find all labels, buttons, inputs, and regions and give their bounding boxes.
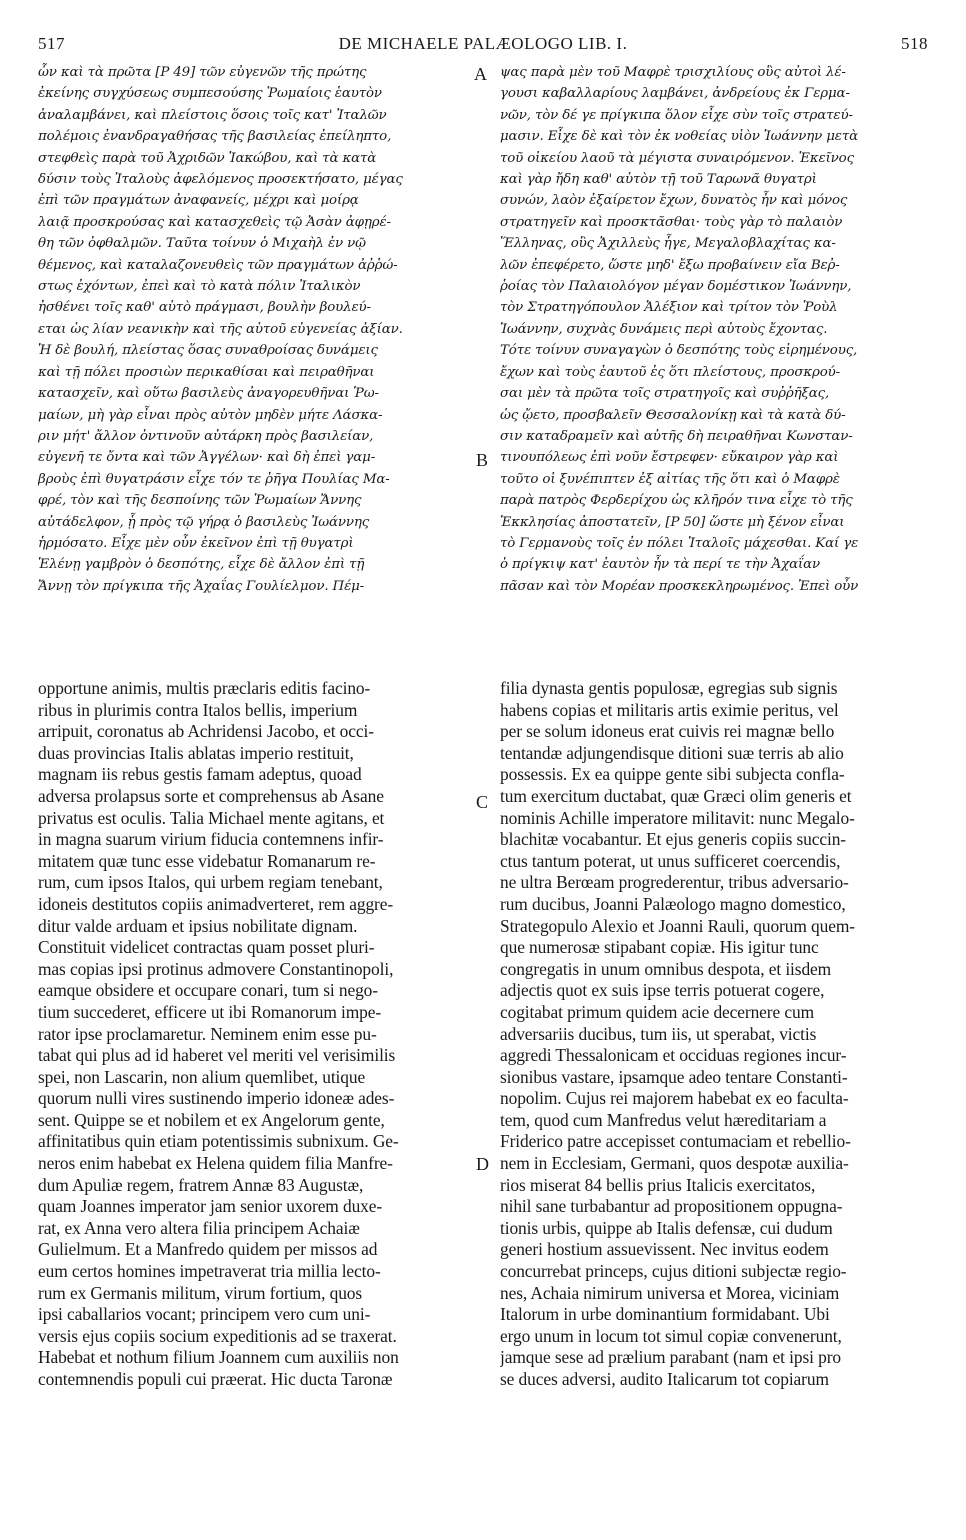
text-line: πολέμοις ἐνανδραγαθήσας τῆς βασιλείας ἐπείληπτο, bbox=[38, 129, 392, 145]
text-line: σαι μὲν τὰ πρῶτα τοῖς στρατηγοῖς καὶ συῤῥῆξας, bbox=[500, 386, 830, 402]
page-title: DE MICHAELE PALÆOLOGO LIB. I. bbox=[338, 34, 628, 53]
text-line: Gulielmum. Et a Manfredo quidem per missos ad bbox=[38, 1239, 378, 1260]
margin-marker-d: D bbox=[476, 1154, 489, 1174]
text-line: μασιν. Εἶχε δὲ καὶ τὸν ἐκ νοθείας υἱὸν Ἰωάννην μετὰ bbox=[500, 129, 858, 145]
text-line: βροὺς ἐπὶ θυγατράσιν εἶχε τόν τε ῥῆγα Πουλίας Μα- bbox=[38, 471, 390, 487]
text-line: jamque sese ad prælium parabant (nam et ipsi pro bbox=[500, 1347, 841, 1368]
running-head bbox=[38, 34, 928, 58]
page-number-right: 518 bbox=[901, 34, 928, 53]
text-line: ἠσθένει τοῖς καθ' αὑτὸ πράγμασι, βουλὴν βουλεύ- bbox=[38, 300, 371, 316]
text-line: concurrebat princeps, cujus ditioni subjectæ regio- bbox=[500, 1261, 847, 1282]
text-line: tentandæ adjungendisque ditioni suæ terris ab alio bbox=[500, 742, 844, 763]
text-line: πᾶσαν καὶ τὸν Μορέαν προσκεκληρωμένος. Ἐπεὶ οὖν bbox=[500, 578, 859, 594]
text-line: τὸ Γερμανοὺς τοῖς ἐν πόλει Ἰταλοῖς μάχεσθαι. Καί γε bbox=[500, 535, 859, 551]
text-line: Ἡ δὲ βουλή, πλείστας ὅσας συναθροίσας δυνάμεις bbox=[38, 343, 378, 359]
text-line: Habebat et nothum filium Joannem cum auxiliis non bbox=[38, 1347, 399, 1368]
text-line: nihil sane turbabantur ad propositionem oppugna- bbox=[500, 1196, 843, 1217]
text-line: que numerosæ stipabant copiæ. His igitur tunc bbox=[500, 937, 819, 958]
text-line: tabat qui plus ad id haberet vel meriti vel verisimilis bbox=[38, 1045, 396, 1066]
text-line: adversa prolapsus sorte et comprehensus ab Asane bbox=[38, 785, 384, 806]
text-line: Ἐκκλησίας ἀποστατεῖν, [P 50] ὥστε μὴ ξένον εἶναι bbox=[500, 514, 845, 530]
margin-marker-a: A bbox=[474, 64, 487, 84]
text-line: ἐκείνης συγχύσεως συμπεσούσης Ῥωμαίοις ἑαυτὸν bbox=[38, 86, 382, 102]
text-line: Ἕλληνας, οὓς Ἀχιλλεὺς ἦγε, Μεγαλοβλαχίτας κα- bbox=[500, 236, 836, 252]
text-line: nopolim. Cujus rei majorem habebat ex eo faculta- bbox=[500, 1088, 849, 1109]
text-line: ψας παρὰ μὲν τοῦ Μαφρὲ τρισχιλίους οὓς αὐτοὶ λέ- bbox=[500, 65, 846, 80]
text-line: ditur valde arduam et ipsius nobilitate dignam. bbox=[38, 915, 358, 936]
text-line: ριν μήτ' ἄλλον ὁντινοῦν αὐτάρκη πρὸς βασιλείαν, bbox=[38, 428, 374, 444]
text-line: συνών, λαὸν ἐξαίρετον ἔχων, δυνατὸς ἦν καὶ μόνος bbox=[500, 193, 848, 209]
text-line: σιν καταδραμεῖν καὶ αὐτῆς δὴ πειραθῆναι Κωνσταν- bbox=[500, 428, 853, 444]
text-line: ἀναλαμβάνει, καὶ πλείστοις ὅσοις τοῖς κατ' Ἰταλῶν bbox=[38, 107, 387, 123]
text-line: ῥοίας τὸν Παλαιολόγον μέγαν δομέστικον Ἰωάννην, bbox=[500, 279, 852, 295]
text-line: τοῦ οἰκείου λαοῦ τὰ μέγιστα συναιρόμενον. Ἐκεῖνος bbox=[500, 150, 854, 166]
text-line: μαίων, μὴ γὰρ εἶναι πρὸς αὐτὸν μηδὲν μήτε Λάσκα- bbox=[38, 407, 383, 423]
text-line: ne ultra Berœam progrederentur, tribus adversario- bbox=[500, 872, 849, 893]
text-line: tem, quod cum Manfredus velut hæreditariam a bbox=[500, 1109, 827, 1130]
text-line: habens copias et militaris artis eximie peritus, vel bbox=[500, 699, 839, 720]
text-line: Italorum in urbe dominantium formidabant. Ubi bbox=[500, 1304, 830, 1325]
text-line: ipsi caballarios vocant; principem vero cum uni- bbox=[38, 1304, 371, 1325]
text-line: rios miserat 84 bellis prius Italicis exercitatos, bbox=[500, 1174, 816, 1195]
text-line: ctus tantum poterat, ut unus sufficeret coercendis, bbox=[500, 850, 841, 871]
text-line: dum Apuliæ regem, fratrem Annæ 83 Augustæ, bbox=[38, 1174, 364, 1195]
text-line: affinitatibus quin etiam potentissimis subnixum. Ge- bbox=[38, 1131, 399, 1152]
latin-text-column-left bbox=[38, 678, 474, 1518]
text-line: opportune animis, multis præclaris editis facino- bbox=[38, 678, 371, 698]
text-line: νῶν, τὸν δέ γε πρίγκιπα ὅλον εἶχε σὺν τοῖς στρατεύ- bbox=[500, 107, 853, 123]
text-line: mitatem quæ tunc esse videbatur Romanarum re- bbox=[38, 850, 376, 871]
text-line: per se solum idoneus erat cuivis rei magnæ bello bbox=[500, 721, 835, 742]
text-line: rator ipse proclamaretur. Neminem enim esse pu- bbox=[38, 1023, 377, 1044]
margin-marker-b: B bbox=[476, 450, 489, 470]
text-line: duas provincias Italis ablatas imperio restituit, bbox=[38, 742, 354, 763]
greek-text-column-left bbox=[38, 62, 466, 662]
text-line: εὐγενῆ τε ὄντα καὶ τῶν Ἀγγέλων· καὶ δὴ ἐπεὶ γαμ- bbox=[38, 450, 376, 466]
text-line: θη τῶν ὀφθαλμῶν. Ταῦτα τοίνυν ὁ Μιχαὴλ ἐν νῷ bbox=[38, 236, 366, 252]
text-line: ὧν καὶ τὰ πρῶτα [P 49] τῶν εὐγενῶν τῆς πρώτης bbox=[38, 65, 367, 80]
text-line: in magna suarum virium fiducia contemnens infir- bbox=[38, 829, 384, 850]
page-number-left: 517 bbox=[38, 34, 65, 53]
text-line: στεφθεὶς παρὰ τοῦ Ἀχριδῶν Ἰακώβου, καὶ τὰ κατὰ bbox=[38, 150, 377, 166]
text-line: ribus in plurimis contra Italos bellis, imperium bbox=[38, 699, 358, 720]
text-line: nem in Ecclesiam, Germani, quos despotæ auxilia- bbox=[500, 1153, 849, 1174]
text-line: blachitæ vocabantur. Et ejus generis copiis succin- bbox=[500, 829, 846, 850]
text-line: idoneis destitutos copiis animadverteret, rem aggre- bbox=[38, 893, 394, 914]
text-line: αὐτάδελφον, ᾗ πρὸς τῷ γήρᾳ ὁ βασιλεὺς Ἰωάννης bbox=[38, 514, 370, 530]
text-line: neros enim habebat ex Helena quidem filia Manfre- bbox=[38, 1153, 393, 1174]
text-line: στως ἐχόντων, ἐπεὶ καὶ τὸ κατὰ πόλιν Ἰταλικὸν bbox=[38, 279, 361, 295]
text-line: ὡς ᾤετο, προσβαλεῖν Θεσσαλονίκῃ καὶ τὰ κατὰ δύ- bbox=[500, 407, 846, 423]
text-line: spei, non Lascarin, non alium quemlibet, utique bbox=[38, 1066, 366, 1087]
text-line: ἡρμόσατο. Εἶχε μὲν οὖν ἐκεῖνον ἐπὶ τῇ θυγατρὶ bbox=[38, 535, 354, 551]
text-line: eamque obsidere et occupare conari, tum si nego- bbox=[38, 980, 378, 1001]
text-line: rum, cum ipsos Italos, qui urbem regiam tenebant, bbox=[38, 872, 383, 893]
text-line: κατασχεῖν, καὶ οὕτω βασιλεὺς ἀναγορευθῆναι Ῥω- bbox=[38, 386, 379, 402]
text-line: eum certos homines impetraverat tria millia lecto- bbox=[38, 1261, 381, 1282]
text-line: sent. Quippe se et nobilem et ex Angelorum gente, bbox=[38, 1109, 385, 1130]
text-line: generi hostium assuevissent. Nec invitus eodem bbox=[500, 1239, 829, 1260]
text-line: φρέ, τὸν καὶ τῆς δεσποίνης τῶν Ῥωμαίων Ἄννης bbox=[38, 493, 362, 509]
text-line: θέμενος, καὶ καταλαζονευθεὶς τῶν πραγμάτων ἀῤῥώ- bbox=[38, 257, 398, 273]
text-line: ἔχων καὶ τοὺς ἑαυτοῦ ἐς ὅτι πλείστους, προσκρού- bbox=[500, 364, 841, 380]
text-line: τινουπόλεως ἐπὶ νοῦν ἔστρεφεν· εὔκαιρον γὰρ καὶ bbox=[500, 450, 839, 466]
text-line: versis ejus copiis socium expeditionis ad se traxerat. bbox=[38, 1325, 397, 1346]
text-line: magnam iis rebus gestis famam adeptus, quoad bbox=[38, 764, 362, 785]
text-line: sionibus vastare, ipsamque adeo tentare Constanti- bbox=[500, 1066, 848, 1087]
text-line: tionis urbis, quippe ab Italis defensæ, cui dudum bbox=[500, 1217, 833, 1238]
text-line: contemnendis populi cui præerat. Hic ducta Taronæ bbox=[38, 1369, 393, 1389]
text-line: δύσιν τοὺς Ἰταλοὺς ἀφελόμενος προσεκτήσατο, μέγας bbox=[38, 172, 403, 188]
text-line: rum ex Germanis militum, virum fortium, quos bbox=[38, 1282, 363, 1303]
margin-marker-c: C bbox=[476, 792, 489, 812]
text-line: aggredi Thessalonicam et occiduas regiones incur- bbox=[500, 1045, 847, 1066]
text-line: cogitabat primum quidem acie decernere cum bbox=[500, 1001, 815, 1022]
text-line: Τότε τοίνυν συναγαγὼν ὁ δεσπότης τοὺς εἰρημένους, bbox=[500, 343, 858, 359]
text-line: tium succederet, efficere ut ibi Romanorum impe- bbox=[38, 1001, 382, 1022]
text-line: nes, Achaia nimirum universa et Morea, viciniam bbox=[500, 1282, 840, 1303]
text-line: εται ὡς λίαν νεανικὴν καὶ τῆς αὑτοῦ εὐγενείας ἀξίαν. bbox=[38, 321, 403, 337]
text-line: Ἰωάννην, συχνὰς δυνάμεις περὶ αὐτοὺς ἔχοντας. bbox=[500, 321, 828, 337]
text-line: mas copias ipsi protinus admovere Constantinopoli, bbox=[38, 958, 394, 979]
text-line: Ἑλένῃ γαμβρὸν ὁ δεσπότης, εἶχε δὲ ἄλλον ἐπὶ τῇ bbox=[38, 557, 365, 573]
text-line: se duces adversi, audito Italicarum tot copiarum bbox=[500, 1369, 829, 1389]
text-line: καὶ γὰρ ἤδη καθ' αὑτὸν τῇ τοῦ Ταρωνᾶ θυγατρὶ bbox=[500, 172, 817, 188]
text-line: ergo unum in locum tot simul copiæ convenerunt, bbox=[500, 1325, 842, 1346]
text-line: Ἄννῃ τὸν πρίγκιπα τῆς Ἀχαΐας Γουλίελμον. Πέμ- bbox=[38, 578, 365, 594]
text-line: τὸν Στρατηγόπουλον Ἀλέξιον καὶ τρίτον τὸν Ῥοὺλ bbox=[500, 300, 838, 316]
text-line: λῶν ἐπεφέρετο, ὥστε μηδ' ἔξω προβαίνειν εἴα Βεῤ- bbox=[500, 257, 840, 273]
text-line: arripuit, coronatus ab Achridensi Jacobo, et occi- bbox=[38, 721, 374, 742]
text-line: tum exercitum ductabat, quæ Græci olim generis et bbox=[500, 785, 852, 806]
text-line: privatus est oculis. Talia Michael mente agitans, et bbox=[38, 807, 385, 828]
text-line: filia dynasta gentis populosæ, egregias sub signis bbox=[500, 678, 838, 698]
text-line: καὶ τῇ πόλει προσιὼν περικαθίσαι καὶ πειραθῆναι bbox=[38, 364, 375, 380]
text-line: adversariis ducibus, tum iis, ut sperabat, victis bbox=[500, 1023, 817, 1044]
text-line: rum ducibus, Joanni Palæologo magno domestico, bbox=[500, 893, 846, 914]
text-line: possessis. Ex ea quippe gente sibi subjecta confla- bbox=[500, 764, 845, 785]
text-line: ὁ πρίγκιψ κατ' ἑαυτὸν ἦν τὰ περί τε τὴν Ἀχαΐαν bbox=[500, 557, 820, 573]
text-line: congregatis in unum omnibus despota, et iisdem bbox=[500, 958, 832, 979]
text-line: nominis Achille imperatore militavit: nunc Megalo- bbox=[500, 807, 855, 828]
text-line: rat, ex Anna vero altera filia principem Achaiæ bbox=[38, 1217, 360, 1238]
text-line: γουσι καβαλλαρίους λαμβάνει, ἀνδρείους ἐκ Γερμα- bbox=[500, 86, 850, 102]
text-line: στρατηγεῖν καὶ προσκτᾶσθαι· τοὺς γὰρ τὸ παλαιὸν bbox=[500, 214, 843, 230]
text-line: ἐπὶ τῶν πραγμάτων ἀναφανείς, μέχρι καὶ μοίρᾳ bbox=[38, 193, 359, 209]
text-line: quam Joannes imperator jam senior uxorem duxe- bbox=[38, 1196, 383, 1217]
text-line: adjectis quot ex suis ipse terris potuerat cogere, bbox=[500, 980, 825, 1001]
latin-text-column-right bbox=[500, 678, 932, 1518]
text-line: quorum nulli vires sustinendo imperio idoneæ ades- bbox=[38, 1088, 395, 1109]
text-line: τοῦτο οἱ ξυνέπιπτεν ἐξ αἰτίας τῆς ὅτι καὶ ὁ Μαφρὲ bbox=[500, 471, 840, 487]
text-line: Constituit videlicet contractas quam posset pluri- bbox=[38, 937, 375, 958]
text-line: λαιᾷ προσκρούσας καὶ κατασχεθεὶς τῷ Ἀσὰν ἀφῃρέ- bbox=[38, 214, 391, 230]
text-line: Friderico patre accepisset contumaciam et rebellio- bbox=[500, 1131, 851, 1152]
text-line: παρὰ πατρὸς Φερδερίχου ὡς κλῆρόν τινα εἶχε τὸ τῆς bbox=[500, 493, 853, 509]
text-line: Strategopulo Alexio et Joanni Rauli, quorum quem- bbox=[500, 915, 855, 936]
greek-text-column-right bbox=[500, 62, 932, 662]
